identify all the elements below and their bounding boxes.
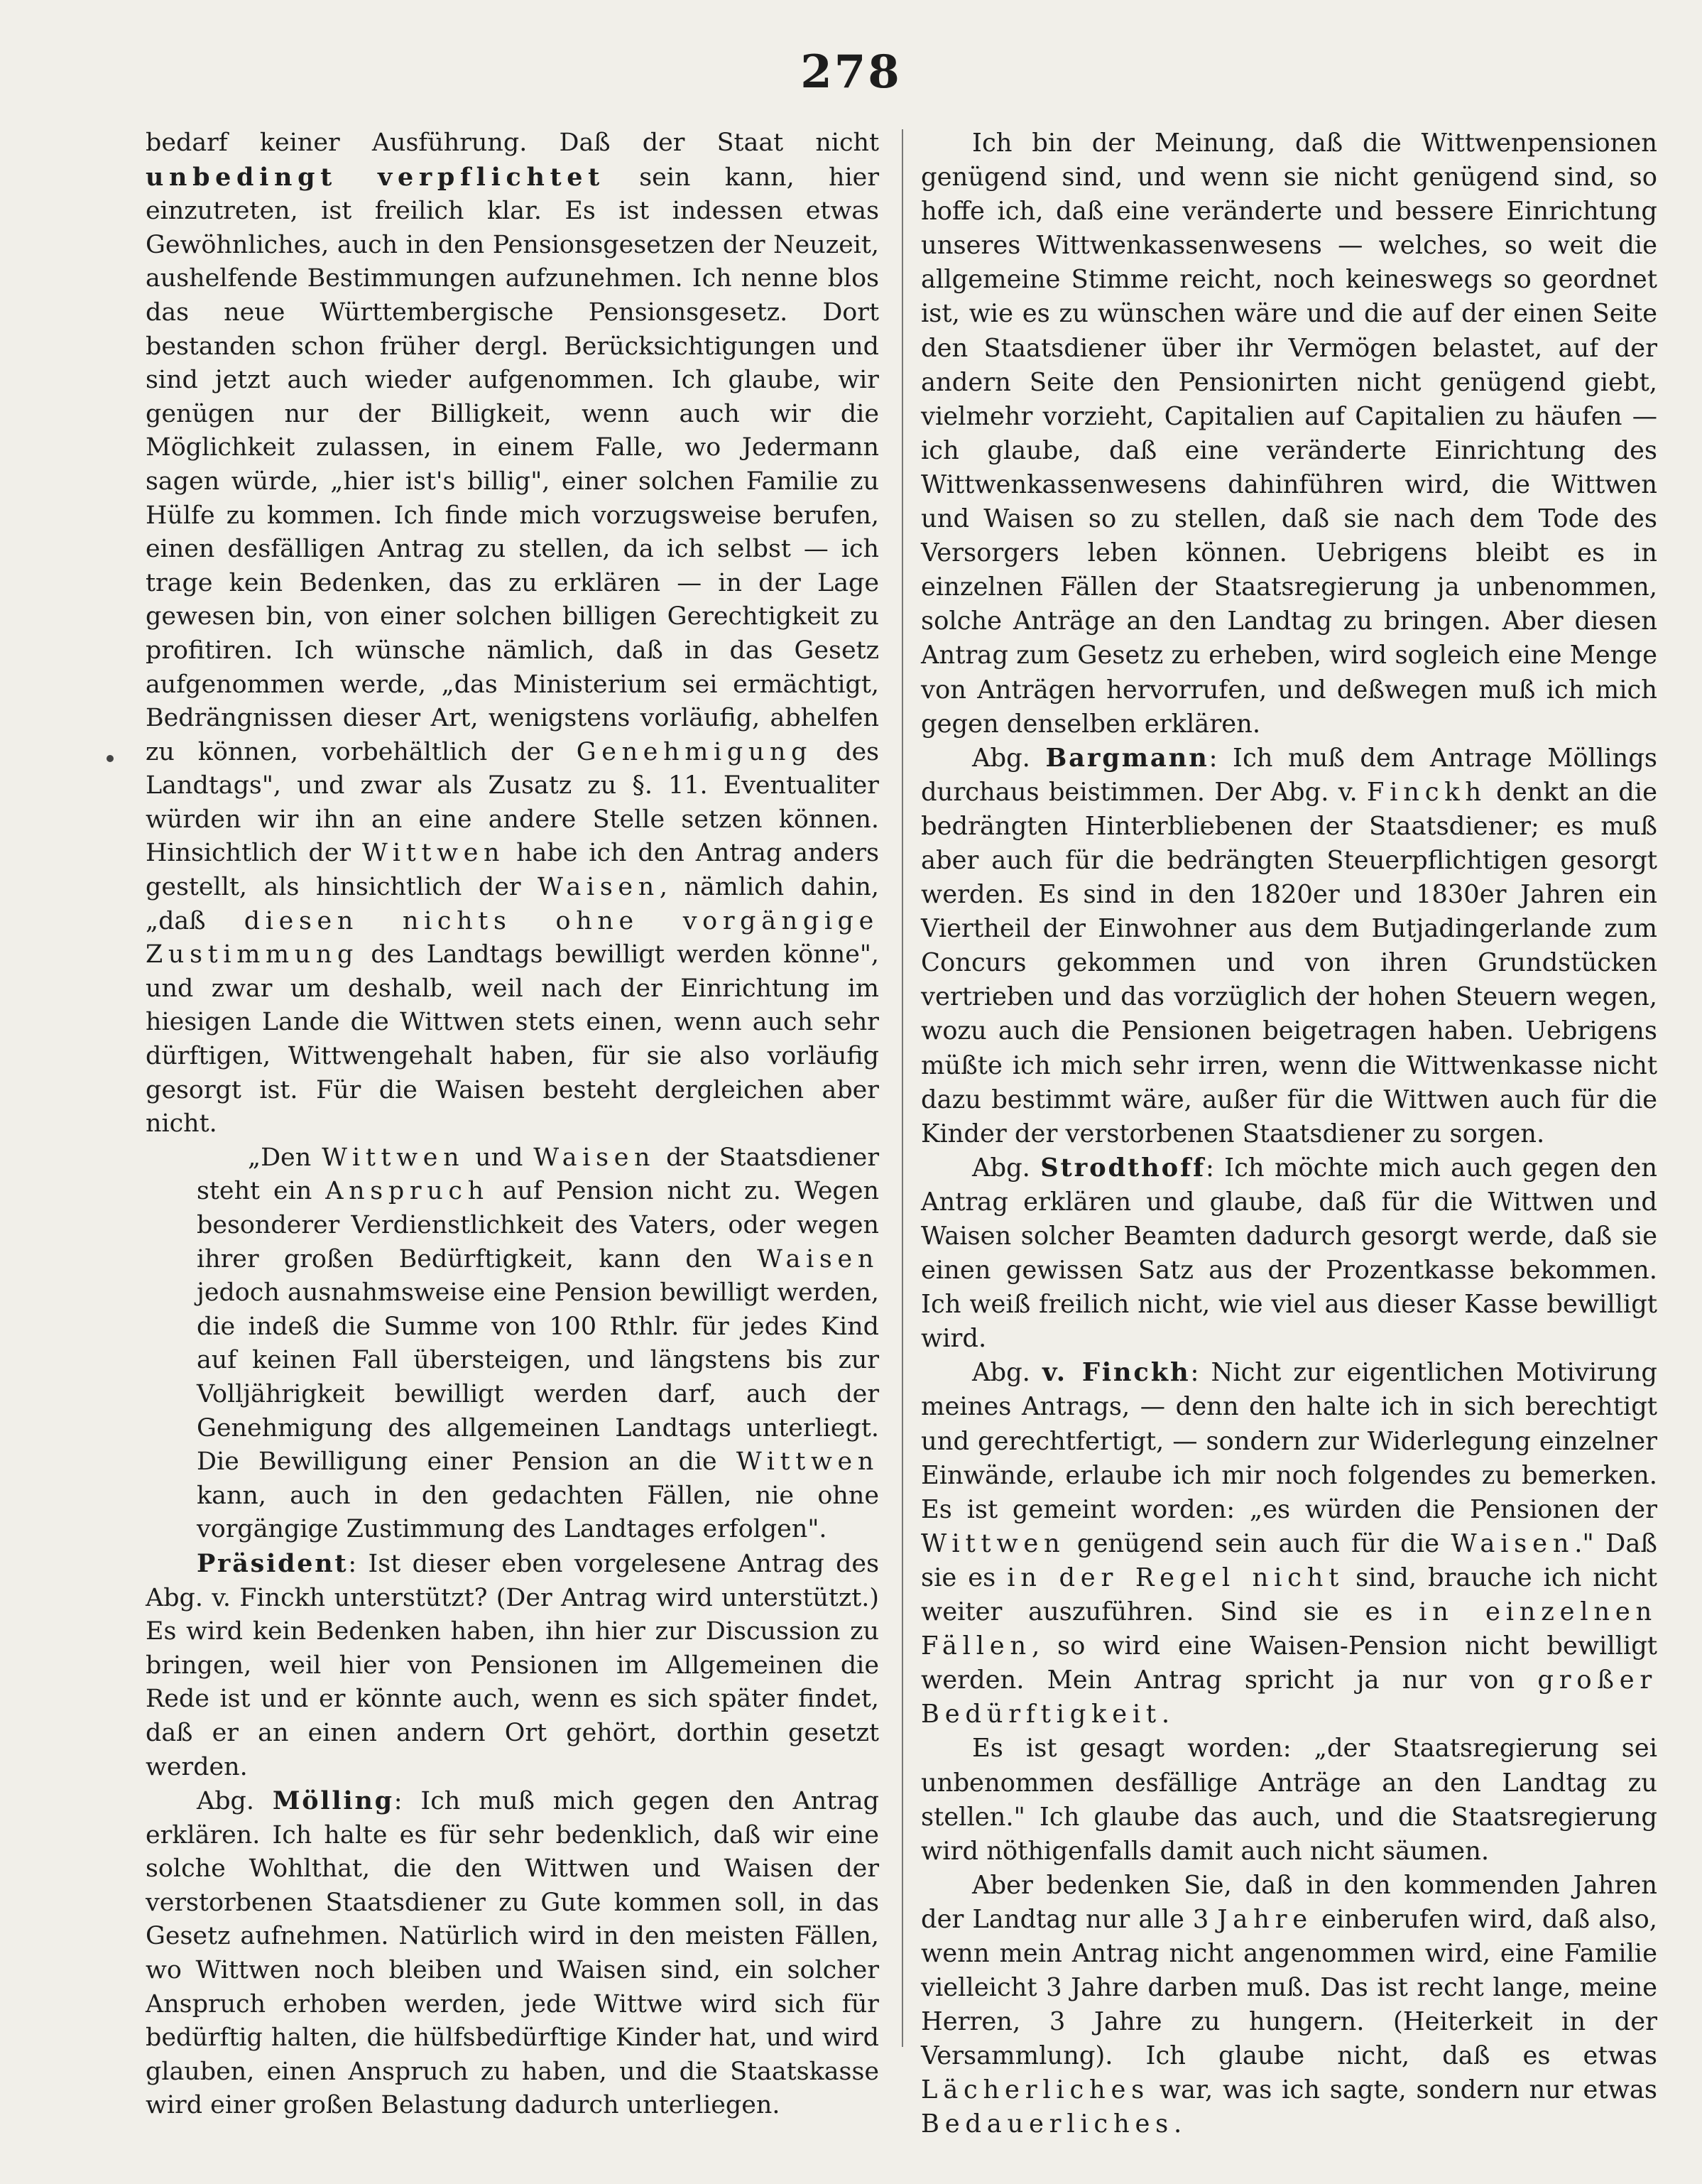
text-run: sind, brauche ich nicht weiter auszuführen. Sind sie es [921,1563,1657,1627]
emphasis-text: in einzelnen Fällen [921,1597,1657,1661]
speaker-prefix: Abg. [197,1787,273,1816]
emphasis-text: Lächerliches [921,2075,1150,2105]
paragraph-moelling-continued [921,126,1657,741]
text-run: Ich bin der Meinung, daß die Wittwenpensionen genügend sind, und wenn sie nicht genügend sind, so hoffe ich, daß eine veränderte und bessere Einrichtung unseres Wittwenkassenwesens — welches, so weit die allgemeine Stimme reicht, noch keineswegs so geordnet ist, wie es zu wünschen wäre und die auf der einen Seite den Staatsdiener über ihr Vermögen belastet, auf der andern Seite den Pensionirten nicht genügend giebt, vielmehr vorzieht, Capitalien auf Capitalien zu häufen — ich glaube, daß eine veränderte Einrichtung des Wittwenkassenwesens dahinführen wird, die Wittwen und Waisen so zu stellen, daß sie nach dem Tode des Versorgers leben können. Uebrigens bleibt es in einzelnen Fällen der Staatsregierung ja unbenommen, solche Anträge an den Landtag zu bringen. Aber diesen Antrag zum Gesetz zu erheben, wird sogleich eine Menge von Anträgen hervorrufen, und deßwegen muß ich mich gegen denselben erklären. [921,129,1657,739]
paragraph-praesident [146,1547,879,1784]
speaker-name: v. Finckh [1042,1358,1191,1388]
emphasis-text: Bedauerliches [921,2109,1174,2139]
emphasis-text: Waisen [538,873,660,902]
text-run: bedarf keiner Ausführung. Daß der Staat nicht [146,129,879,157]
text-run: des Landtags", und zwar als Zusatz zu §. 11. Eventualiter würden wir ihn an eine andere Stelle setzen können. Hinsichtlich der [146,737,879,868]
text-run: jedoch ausnahmsweise eine Pension bewilligt werden, die indeß die Summe von 100 Rthlr. für jedes Kind auf keinen Fall übersteigen, und längstens bis zur Volljährigkeit bewilligt werden darf, auch der Genehmigung des allgemeinen Landtags unterliegt. Die Bewilligung einer Pension an die [197,1278,879,1477]
speaker-name: Strodthoff [1040,1153,1206,1183]
speaker-name: Bargmann [1045,743,1209,773]
emphasis-text: Waisen [757,1244,879,1273]
emphasis-text: Wittwen [736,1447,879,1477]
text-run: : Ich möchte mich auch gegen den Antrag erklären und glaube, daß für die Wittwen und Waisen solcher Beamten dadurch gesorgt werde, daß sie einen gewissen Satz aus der Prozentkasse bekommen. Ich weiß freilich nicht, wie viel aus dieser Kasse bewilligt wird. [921,1153,1658,1354]
emphasis-text: Genehmigung [576,737,813,766]
text-run: : Ich muß mich gegen den Antrag erklären. Ich halte es für sehr bedenklich, daß wir eine solche Wohlthat, die den Wittwen und Waisen der verstorbenen Staatsdiener zu Gute kommen soll, in das Gesetz aufnehmen. Natürlich wird in den meisten Fällen, wo Wittwen noch bleiben und Waisen sind, ein solcher Anspruch erhoben werden, jede Wittwe wird sich für bedürftig halten, die hülfsbedürftige Kinder hat, und wird glauben, einen Anspruch zu haben, und die Staatskasse wird einer großen Belastung dadurch unterliegen. [146,1787,879,2120]
emphasis-text: Wittwen [921,1528,1066,1558]
paragraph-finckh-2 [921,1732,1657,1868]
paragraph-bargmann [921,741,1657,1151]
text-run: , nämlich dahin, „daß [146,873,879,935]
page-number: 278 [800,45,902,99]
text-run: „Den [248,1143,322,1172]
speaker-name: Präsident [197,1548,349,1578]
text-run: . [1174,2109,1182,2139]
text-run: und [464,1143,534,1172]
emphasis-text: Waisen [1451,1528,1575,1558]
text-run: . [1161,1700,1170,1729]
paragraph-finckh [921,1356,1657,1732]
text-run: auf Pension nicht zu. Wegen besonderer Verdienstlichkeit des Vaters, oder wegen ihrer großen Bedürftigkeit, kann den [197,1177,879,1273]
text-run: , so wird eine Waisen-Pension nicht bewilligt werden. Mein Antrag spricht ja nur von [921,1631,1657,1695]
speaker-name: Mölling [272,1786,394,1816]
emphasis-text: diesen nichts ohne vorgängige Zustimmung [146,906,880,969]
emphasis-text: Wittwen [322,1143,465,1172]
paragraph-finckh-3 [921,1869,1657,2142]
speaker-prefix: Abg. [972,1358,1042,1388]
text-run: ." Daß sie es [921,1528,1657,1592]
column-divider [902,129,903,2047]
text-run: Es ist gesagt worden: „der Staatsregierung sei unbenommen desfällige Anträge an den Landtag zu stellen." Ich glaube das auch, und die Staatsregierung wird nöthigenfalls damit auch nicht säumen. [921,1734,1657,1866]
text-run: genügend sein auch für die [1065,1528,1451,1558]
motion-quote [197,1141,879,1547]
text-run: sein kann, hier einzutreten, ist freilich klar. Es ist indessen etwas Gewöhnliches, auch in den Pensionsgesetzen der Neuzeit, aushelfende Bestimmungen aufzunehmen. Ich nenne blos das neue Württembergische Pensionsgesetz. Dort bestanden schon früher dergl. Berücksichtigungen und sind jetzt auch wieder aufgenommen. Ich glaube, wir genügen nur der Billigkeit, wenn auch wir die Möglichkeit zulassen, in einem Falle, wo Jedermann sagen würde, „hier ist's billig", einer solchen Familie zu Hülfe zu kommen. Ich finde mich vorzugsweise berufen, einen desfälligen Antrag zu stellen, da ich selbst — ich trage kein Bedenken, das zu erklären — in der Lage gewesen bin, von einer solchen billigen Gerechtigkeit zu profitiren. Ich wünsche nämlich, daß in das Gesetz aufgenommen werde, „das Ministerium sei ermächtigt, Bedrängnissen dieser Art, wenigstens vorläufig, abhelfen zu können, vorbehältlich der [146,163,879,766]
paragraph-finckh-continued [146,126,879,1141]
emphasis-text: großer Bedürftigkeit [921,1666,1657,1729]
paragraph-strodthoff [921,1151,1657,1357]
left-column [146,126,879,2123]
emphasis-text: Waisen [533,1143,656,1172]
emphasis-text: Wittwen [361,839,506,868]
paragraph-moelling [146,1784,879,2123]
text-run: des Landtags bewilligt werden könne", und zwar um deshalb, weil nach der Einrichtung im hiesigen Lande die Wittwen stets einen, wenn auch sehr dürftigen, Wittwengehalt haben, für sie also vorläufig gesorgt ist. Für die Waisen besteht dergleichen aber nicht. [146,940,879,1139]
right-column [921,126,1657,2142]
ink-spot [107,755,114,762]
emphasis-text: Anspruch [325,1177,489,1206]
speaker-prefix: Abg. [972,1153,1041,1183]
text-run: denkt an die bedrängten Hinterbliebenen der Staatsdiener; es muß aber auch für die bedrängten Steuerpflichtigen gesorgt werden. Es sind in den 1820er und 1830er Jahren ein Viertheil der Einwohner aus dem Butjadingerlande zum Concurs gekommen und von ihren Grundstücken vertrieben und das vorzüglich der hohen Steuern wegen, wozu auch die Pensionen beigetragen haben. Uebrigens müßte ich mich sehr irren, wenn die Wittwenkasse nicht dazu bestimmt wäre, außer für die Wittwen auch für die Kinder der verstorbenen Staatsdiener zu sorgen. [921,777,1658,1148]
emphasis-text: Jahre [1217,1904,1313,1934]
emphasis-text: Finckh [1366,777,1487,807]
emphasis-text: in der Regel nicht [1007,1563,1345,1592]
text-run: der Staatsdiener steht ein [197,1143,879,1206]
text-run: : Ich muß dem Antrage Möllings durchaus beistimmen. Der Abg. v. [921,743,1657,807]
text-run: : Ist dieser eben vorgelesene Antrag des Abg. v. Finckh unterstützt? (Der Antrag wird unterstützt.) Es wird kein Bedenken haben, ihn hier zur Discussion zu bringen, weil hier von Pensionen im Allgemeinen die Rede ist und er könnte auch, wenn es sich später findet, daß er an einen andern Ort gehört, dorthin gesetzt werden. [146,1549,879,1781]
text-run: Aber bedenken Sie, daß in den kommenden Jahren der Landtag nur alle 3 [921,1870,1657,1934]
emphasis-text: unbedingt verpflichtet [146,162,605,192]
speaker-prefix: Abg. [972,743,1046,773]
text-run: war, was ich sagte, sondern nur etwas [1150,2075,1657,2105]
text-run: einberufen wird, daß also, wenn mein Antrag nicht angenommen wird, eine Familie vielleicht 3 Jahre darben muß. Das ist recht lange, meine Herren, 3 Jahre zu hungern. (Heiterkeit in der Versammlung). Ich glaube nicht, daß es etwas [921,1904,1657,2071]
text-run: kann, auch in den gedachten Fällen, nie ohne vorgängige Zustimmung des Landtages erfolgen". [197,1481,879,1544]
text-run: : Nicht zur eigentlichen Motivirung meines Antrags, — denn den halte ich in sich berechtigt und gerechtfertigt, — sondern zur Widerlegung einzelner Einwände, erlaube ich mir noch folgendes zu bemerken. Es ist gemeint worden: „es würden die Pensionen der [921,1358,1658,1524]
text-run: habe ich den Antrag anders gestellt, als hinsichtlich der [146,839,879,902]
